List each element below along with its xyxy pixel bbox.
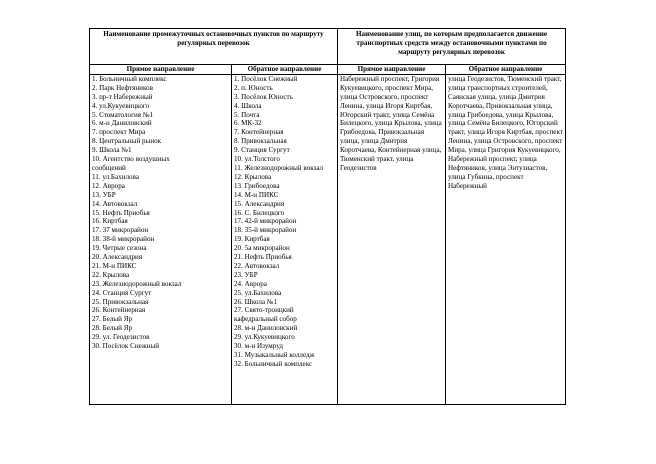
list-item: 1. Посёлок Снежный: [234, 74, 298, 83]
stops-backward-list: [232, 74, 338, 404]
streets-header: Наименование улиц, по которым предполагается движение транспортных средств между остановочными пунктами по маршруту регулярных перевозок: [338, 29, 566, 65]
list-item: 8. Привокзальная: [234, 137, 287, 146]
list-item: 1. Больничный комплекс: [92, 74, 167, 83]
list-item: 20. Александрия: [92, 253, 143, 262]
list-item: 32. Больничный комплекс: [234, 359, 313, 368]
streets-backward-text: улица Геодезистов, Тюменский тракт, улица транспортных строителей, Саянская улица, улица Дмитрия Коротчаева, Привокзальная улица, улица Грибоедова, улица Крылова, улица Семёна Билецкого, Югорский тракт, улица Игоря Киртбая, проспект Ленина, улица Островского, проспект Мира, улица Григория Кукуевицкого, Набережный проспект, улица Нефтяников, улица Энтузиастов, улица Губкина, проспект Набережный: [446, 74, 566, 404]
list-item: 17. 42-й микрорайон: [234, 217, 297, 226]
list-item: 6. м-н Даниловский: [92, 119, 152, 128]
list-item: 28. Белый Яр: [92, 324, 133, 333]
list-item: 11. ул.Бахилова: [92, 172, 139, 181]
list-item: 7. проспект Мира: [92, 128, 146, 137]
list-item: 5. Стоматология №1: [92, 110, 154, 119]
list-item: 27. Белый Яр: [92, 315, 133, 324]
list-item: 24. Аврора: [234, 279, 267, 288]
list-item: 29. ул. Геодезистов: [92, 333, 150, 342]
list-item: 27. Свято-троицкий кафедральный собор: [234, 306, 297, 324]
list-item: 23. Железнодорожный вокзал: [92, 279, 182, 288]
list-item: 31. Музыкальный колледж: [234, 351, 315, 359]
list-item: 15. Александрия: [234, 199, 285, 208]
stops-forward-list: [90, 74, 232, 404]
list-item: 4. ул.Кукуевицкого: [92, 101, 150, 110]
list-item: 30. м-н Изумруд: [234, 342, 283, 351]
list-item: 16. С. Билецкого: [234, 208, 285, 217]
list-item: 12. Крылова: [234, 172, 272, 181]
list-item: 18. 35-й микрорайон: [234, 226, 297, 235]
list-item: 28. м-н Даниловский: [234, 324, 298, 333]
streets-backward-header: Обратное направление: [446, 65, 566, 75]
list-item: 13. УБР: [92, 190, 116, 199]
list-item: 9. Школа №1: [92, 146, 132, 155]
list-item: 17. 37 микрорайон: [92, 226, 149, 235]
list-item: 10. ул.Толстого: [234, 155, 280, 164]
list-item: 19. Четрые сезона: [92, 244, 147, 253]
list-item: 9. Станция Сургут: [234, 146, 290, 155]
list-item: 20. 5а микрорайон: [234, 244, 290, 253]
list-item: 26. Контейнерная: [92, 306, 146, 315]
stops-forward-header: Прямое направление: [90, 65, 232, 75]
list-item: 21. М-н ПИКС: [92, 261, 137, 270]
streets-forward-header: Прямое направление: [338, 65, 446, 75]
list-item: 25. ул.Бахилова: [234, 288, 282, 297]
list-item: 15. Нефть Приобья: [92, 208, 150, 217]
list-item: 5. Почта: [234, 110, 260, 119]
list-item: 19. Киртбая: [234, 235, 270, 244]
list-item: 25. Привокзальная: [92, 297, 149, 306]
list-item: 22. Крылова: [92, 270, 130, 279]
list-item: 24. Станция Сургут: [92, 288, 152, 297]
list-item: 7. Контейнерная: [234, 128, 284, 137]
list-item: 4. Школа: [234, 101, 262, 110]
list-item: 29. ул.Кукуевицкого: [234, 333, 295, 342]
route-table: [89, 28, 566, 405]
list-item: 10. Агентство воздушных сообщений: [92, 155, 170, 172]
list-item: 2. Парк Нефтяников: [92, 83, 153, 92]
list-item: 18. 38-й микрорайон: [92, 235, 155, 244]
list-item: 14. М-н ПИКС: [234, 190, 279, 199]
list-item: 22. Автовокзал: [234, 261, 280, 270]
stops-header: Наименование промежуточных остановочных пунктов по маршруту регулярных перевозок: [90, 29, 338, 65]
list-item: 3. пр-т Набережный: [92, 92, 153, 101]
list-item: 26. Школа №1: [234, 297, 278, 306]
list-item: 8. Центральный рынок: [92, 137, 162, 146]
list-item: 6. МК-32: [234, 119, 262, 128]
list-item: 3. Посёлок Юность: [234, 92, 293, 101]
list-item: 30. Посёлок Снежный: [92, 342, 160, 351]
list-item: 16. Киртбая: [92, 217, 128, 226]
list-item: 2. п. Юность: [234, 83, 273, 92]
list-item: 12. Аврора: [92, 181, 125, 190]
list-item: 14. Автовокзал: [92, 199, 138, 208]
list-item: 23. УБР: [234, 270, 258, 279]
list-item: 21. Нефть Приобья: [234, 253, 292, 262]
list-item: 11. Железнодорожный вокзал: [234, 163, 324, 172]
streets-forward-text: Набережный проспект, Григория Кукуевицкого, проспект Мира, улица Островского, проспект Ленина, улица Игоря Киртбая, Югорский тракт, улица Семёна Билецкого, улица Крылова, улица Грибоедова, Привокзальная улица, улица Дмитрия Коротчаева, Контейнерная улица, Тюменский тракт, улица Геодезистов: [338, 74, 446, 404]
list-item: 13. Грибоедова: [234, 181, 280, 190]
stops-backward-header: Обратное направление: [232, 65, 338, 75]
